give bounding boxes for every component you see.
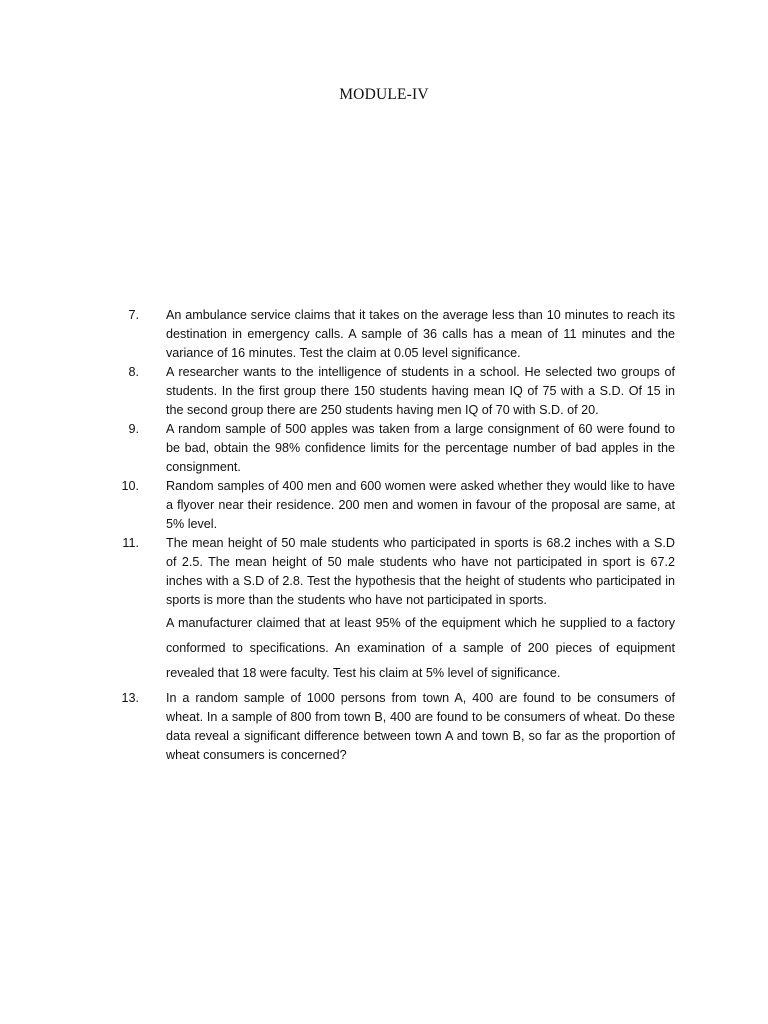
question-item <box>112 306 675 363</box>
question-item <box>112 689 675 765</box>
question-item <box>112 534 675 610</box>
question-text: The mean height of 50 male students who participated in sports is 68.2 inches with a S.D of 2.5. The mean height of 50 male students who have not participated in sport is 67.2 inches with a S.D of 2.8. Test the hypothesis that the height of students who participated in sports is more than the students who have not participated in sports. <box>166 536 675 607</box>
question-item <box>112 420 675 477</box>
question-text: A researcher wants to the intelligence of students in a school. He selected two groups of students. In the first group there 150 students having mean IQ of 75 with a S.D. Of 15 in the second group there are 250 students having men IQ of 70 with S.D. of 20. <box>166 365 675 417</box>
question-number: 9. <box>128 422 139 436</box>
question-text: A random sample of 500 apples was taken from a large consignment of 60 were found to be bad, obtain the 98% confidence limits for the percentage number of bad apples in the consignment. <box>166 422 675 474</box>
question-number: 11. <box>122 536 139 550</box>
question-list <box>112 306 675 765</box>
question-number: 8. <box>128 365 139 379</box>
question-number: 10. <box>121 479 139 493</box>
question-text: An ambulance service claims that it takes on the average less than 10 minutes to reach its destination in emergency calls. A sample of 36 calls has a mean of 11 minutes and the variance of 16 minutes. Test the claim at 0.05 level significance. <box>166 308 675 360</box>
question-number: 13. <box>121 691 139 705</box>
question-item <box>112 477 675 534</box>
question-item <box>112 363 675 420</box>
question-text: Random samples of 400 men and 600 women were asked whether they would like to have a flyover near their residence. 200 men and women in favour of the proposal are same, at 5% level. <box>166 479 675 531</box>
question-text: In a random sample of 1000 persons from town A, 400 are found to be consumers of wheat. In a sample of 800 from town B, 400 are found to be consumers of wheat. Do these data reveal a significant difference between town A and town B, so far as the proportion of wheat consumers is concerned? <box>166 691 675 762</box>
question-number: 7. <box>128 308 139 322</box>
page-title: MODULE-IV <box>339 86 429 103</box>
question-text: A manufacturer claimed that at least 95% of the equipment which he supplied to a factory conformed to specifications. An examination of a sample of 200 pieces of equipment revealed that 18 were faculty. Test his claim at 5% level of significance. <box>166 616 675 680</box>
question-item <box>112 610 675 689</box>
